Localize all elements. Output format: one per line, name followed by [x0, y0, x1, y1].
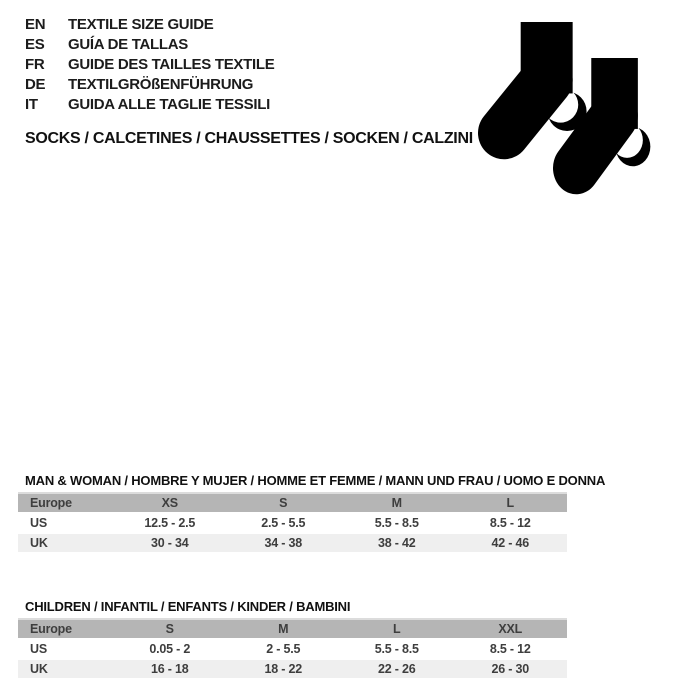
language-label: GUIDE DES TAILLES TEXTILE — [68, 55, 275, 73]
size-section-man-woman — [0, 470, 700, 554]
header-cell-size: M — [278, 622, 289, 636]
language-list — [25, 14, 274, 114]
header-cell-size: L — [506, 496, 514, 510]
header-cell-size: L — [393, 622, 401, 636]
language-row — [25, 34, 274, 54]
table-title: CHILDREN / INFANTIL / ENFANTS / KINDER / BAMBINI — [25, 599, 351, 614]
size-cell: 38 - 42 — [377, 536, 416, 550]
size-cell: 5.5 - 8.5 — [374, 516, 419, 530]
size-cell: 5.5 - 8.5 — [374, 642, 419, 656]
size-cell: 42 - 46 — [491, 536, 530, 550]
language-label: GUÍA DE TALLAS — [68, 35, 188, 53]
table-header-row — [18, 494, 567, 514]
row-label: UK — [30, 536, 48, 550]
size-cell: 2.5 - 5.5 — [261, 516, 306, 530]
size-cell: 22 - 26 — [377, 662, 416, 676]
header-cell-size: S — [165, 622, 174, 636]
header-cell-europe: Europe — [30, 496, 72, 510]
language-label: TEXTILGRÖßENFÜHRUNG — [68, 75, 254, 93]
language-code: IT — [25, 95, 38, 113]
row-label: US — [30, 516, 47, 530]
size-cell: 26 - 30 — [491, 662, 530, 676]
size-cell: 8.5 - 12 — [489, 642, 531, 656]
size-section-children — [0, 596, 700, 680]
row-label: UK — [30, 662, 48, 676]
language-code: FR — [25, 55, 45, 73]
language-row — [25, 54, 274, 74]
size-cell: 16 - 18 — [150, 662, 189, 676]
language-code: EN — [25, 15, 46, 33]
size-cell: 0.05 - 2 — [149, 642, 191, 656]
size-cell: 30 - 34 — [150, 536, 189, 550]
language-code: ES — [25, 35, 45, 53]
size-cell: 8.5 - 12 — [489, 516, 531, 530]
header-cell-size: XS — [161, 496, 178, 510]
language-row — [25, 94, 274, 114]
size-cell: 12.5 - 2.5 — [144, 516, 196, 530]
size-table-children — [18, 618, 567, 680]
table-row-uk — [18, 534, 567, 554]
language-row — [25, 74, 274, 94]
header-cell-size: S — [279, 496, 288, 510]
table-header-row — [18, 620, 567, 640]
row-label: US — [30, 642, 47, 656]
language-row — [25, 14, 274, 34]
language-code: DE — [25, 75, 46, 93]
size-cell: 2 - 5.5 — [266, 642, 301, 656]
header-cell-size: XXL — [498, 622, 523, 636]
table-title: MAN & WOMAN / HOMBRE Y MUJER / HOMME ET FEMME / MANN UND FRAU / UOMO E DONNA — [25, 473, 606, 488]
language-label: GUIDA ALLE TAGLIE TESSILI — [68, 95, 270, 113]
size-cell: 34 - 38 — [264, 536, 303, 550]
header-cell-size: M — [391, 496, 402, 510]
category-title: SOCKS / CALCETINES / CHAUSSETTES / SOCKEN / CALZINI — [25, 130, 473, 147]
size-cell: 18 - 22 — [264, 662, 303, 676]
table-row-us — [18, 514, 567, 534]
header-cell-europe: Europe — [30, 622, 72, 636]
table-row-us — [18, 640, 567, 660]
sock-icon — [553, 58, 657, 198]
language-label: TEXTILE SIZE GUIDE — [68, 15, 214, 33]
size-table-man-woman — [18, 492, 567, 554]
table-row-uk — [18, 660, 567, 680]
